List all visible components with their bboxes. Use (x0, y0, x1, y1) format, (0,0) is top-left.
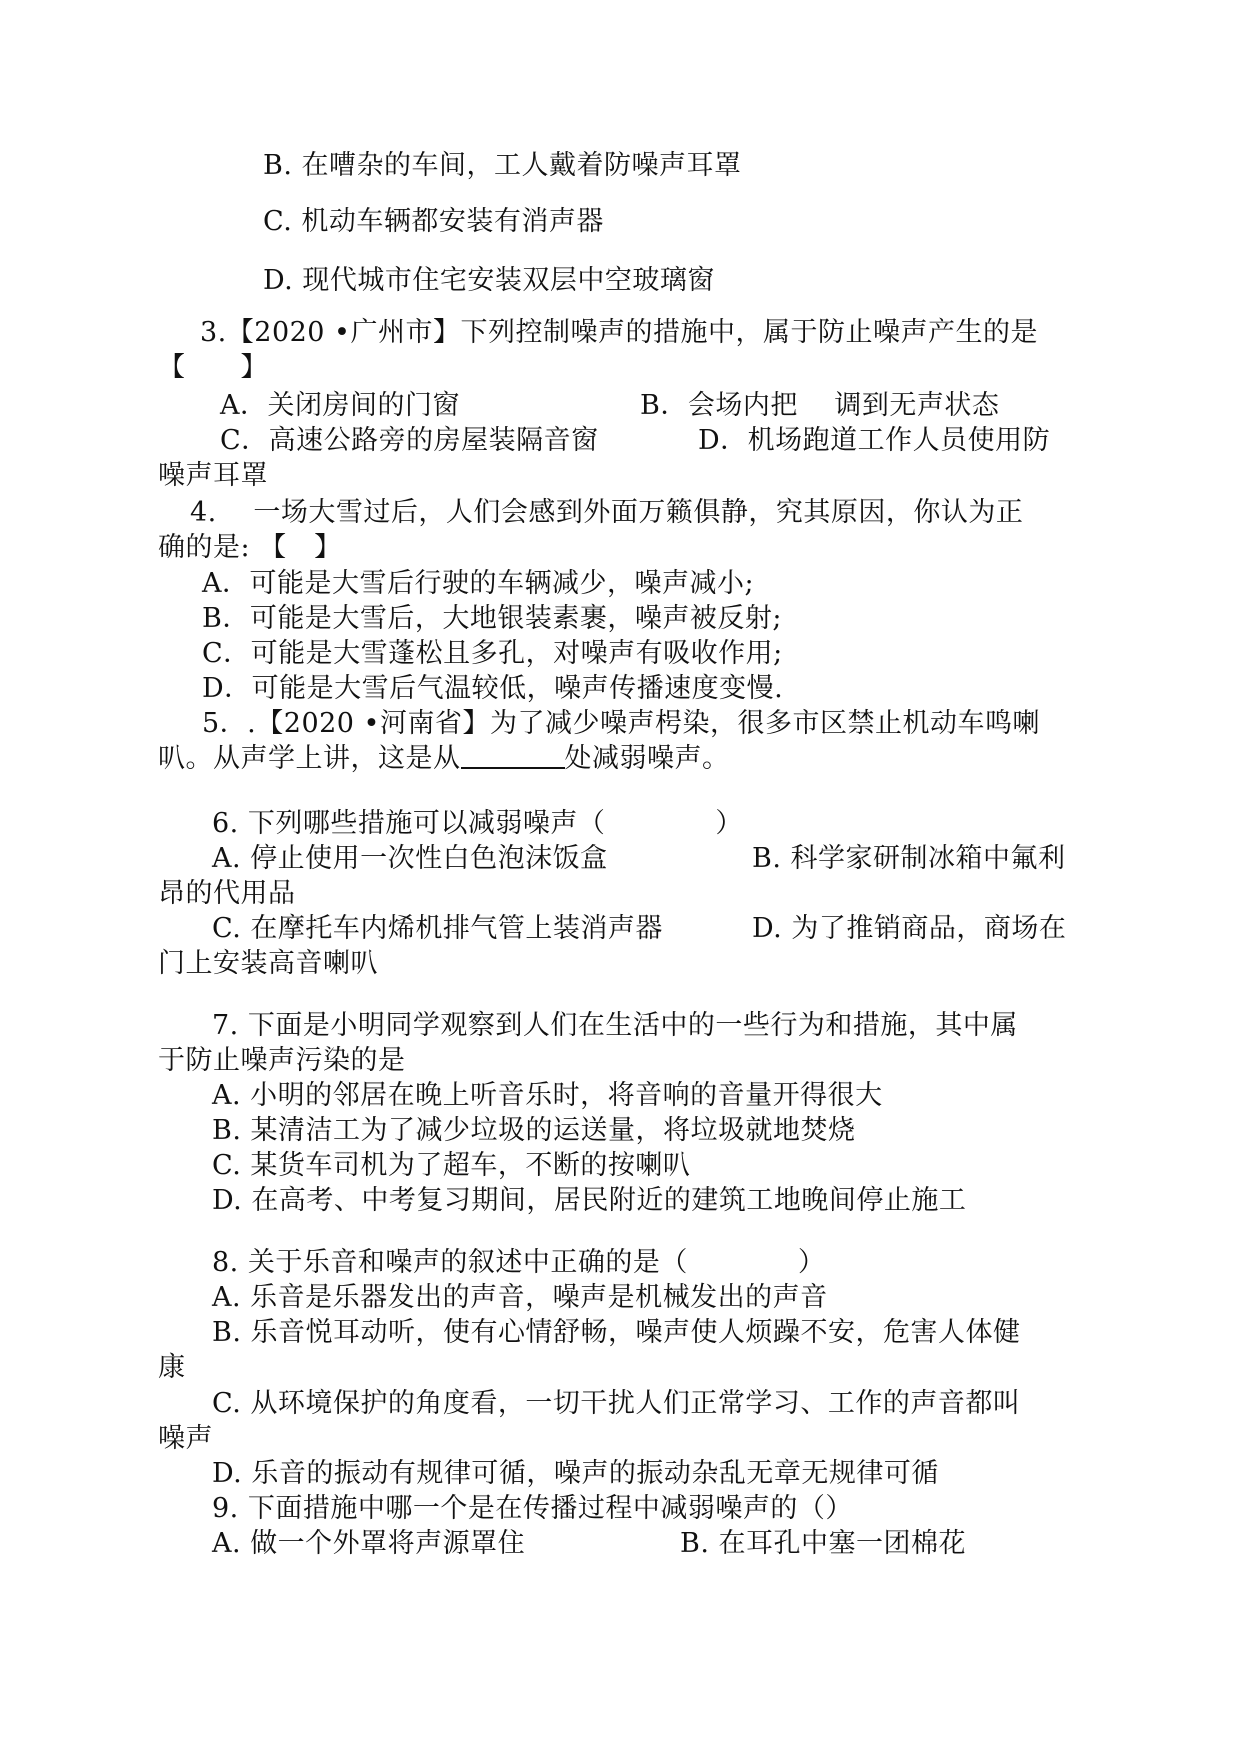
q4-option-c: C．可能是大雪蓬松且多孔，对噪声有吸收作用; (202, 638, 783, 669)
q2-option-c: C. 机动车辆都安装有消声器 (263, 206, 604, 237)
q2-option-b: B. 在嘈杂的车间，工人戴着防噪声耳罩 (263, 150, 742, 181)
q4-stem: 4. 一场大雪过后，人们会感到外面万籁俱静，究其原因，你认为正 (190, 497, 1024, 528)
q7-stem: 7. 下面是小明同学观察到人们在生活中的一些行为和措施，其中属 (212, 1010, 1018, 1041)
q4-option-b: B．可能是大雪后，大地银装素裹，噪声被反射; (202, 603, 782, 634)
q3-option-d-continued: 噪声耳罩 (158, 460, 268, 491)
q6-option-b-continued: 昂的代用品 (158, 878, 296, 909)
q3-option-c: C．高速公路旁的房屋装隔音窗 (220, 425, 599, 456)
q8-option-c-continued: 噪声 (158, 1423, 213, 1454)
q7-option-c: C. 某货车司机为了超车，不断的按喇叭 (212, 1150, 691, 1181)
q7-option-d: D. 在高考、中考复习期间，居民附近的建筑工地晚间停止施工 (212, 1185, 967, 1216)
q7-option-a: A. 小明的邻居在晚上听音乐时，将音响的音量开得很大 (212, 1080, 883, 1111)
q7-stem-continued: 于防止噪声污染的是 (158, 1045, 406, 1076)
q6-option-d: D. 为了推销商品，商场在 (752, 913, 1067, 944)
q6-option-d-continued: 门上安装高音喇叭 (158, 948, 378, 979)
q2-option-d: D. 现代城市住宅安装双层中空玻璃窗 (263, 265, 715, 296)
q3-answer-bracket: 【 】 (158, 352, 268, 383)
q5-fill-blank (461, 743, 565, 769)
q8-option-b: B. 乐音悦耳动听，使有心情舒畅，噪声使人烦躁不安，危害人体健 (212, 1317, 1021, 1348)
q5-stem: 5．.【2020 •河南省】为了减少噪声枵染，很多市区禁止机动车鸣喇 (202, 708, 1040, 739)
q6-option-b: B. 科学家研制冰箱中氟利 (752, 843, 1066, 874)
q3-option-a: A．关闭房间的门窗 (220, 390, 460, 421)
q3-option-d: D．机场跑道工作人员使用防 (698, 425, 1051, 456)
q8-option-a: A. 乐音是乐器发出的声音，噪声是机械发出的声音 (212, 1282, 828, 1313)
q6-stem: 6. 下列哪些措施可以减弱噪声（ ） (212, 808, 743, 839)
q5-text-after-blank: 处减弱噪声。 (564, 743, 730, 774)
q8-option-c: C. 从环境保护的角度看，一切干扰人们正常学习、工作的声音都叫 (212, 1388, 1021, 1419)
q9-option-a: A. 做一个外罩将声源罩住 (212, 1528, 526, 1559)
q3-stem: 3.【2020 •广州市】下列控制噪声的措施中，属于防止噪声产生的是 (200, 317, 1038, 348)
q8-stem: 8. 关于乐音和噪声的叙述中正确的是（ ） (212, 1247, 826, 1278)
q4-option-d: D．可能是大雪后气温较低，噪声传播速度变慢. (202, 673, 784, 704)
q9-stem: 9. 下面措施中哪一个是在传播过程中减弱噪声的（） (212, 1493, 853, 1524)
q5-text-before-blank: 叭。从声学上讲，这是从 (158, 743, 461, 774)
q4-option-a: A．可能是大雪后行驶的车辆减少，噪声减小; (202, 568, 755, 599)
q9-option-b: B. 在耳孔中塞一团棉花 (680, 1528, 967, 1559)
q8-option-d: D. 乐音的振动有规律可循，噪声的振动杂乱无章无规律可循 (212, 1458, 939, 1489)
q4-stem-continued: 确的是: 【 】 (158, 532, 342, 563)
q8-option-b-continued: 康 (158, 1352, 186, 1383)
q6-option-a: A. 停止使用一次性白色泡沫饭盒 (212, 843, 608, 874)
q3-option-b: B．会场内把 调到无声状态 (640, 390, 1000, 421)
q7-option-b: B. 某清洁工为了减少垃圾的运送量，将垃圾就地焚烧 (212, 1115, 856, 1146)
q6-option-c: C. 在摩托车内烯机排气管上装消声器 (212, 913, 663, 944)
q5-stem-continued (158, 743, 730, 775)
